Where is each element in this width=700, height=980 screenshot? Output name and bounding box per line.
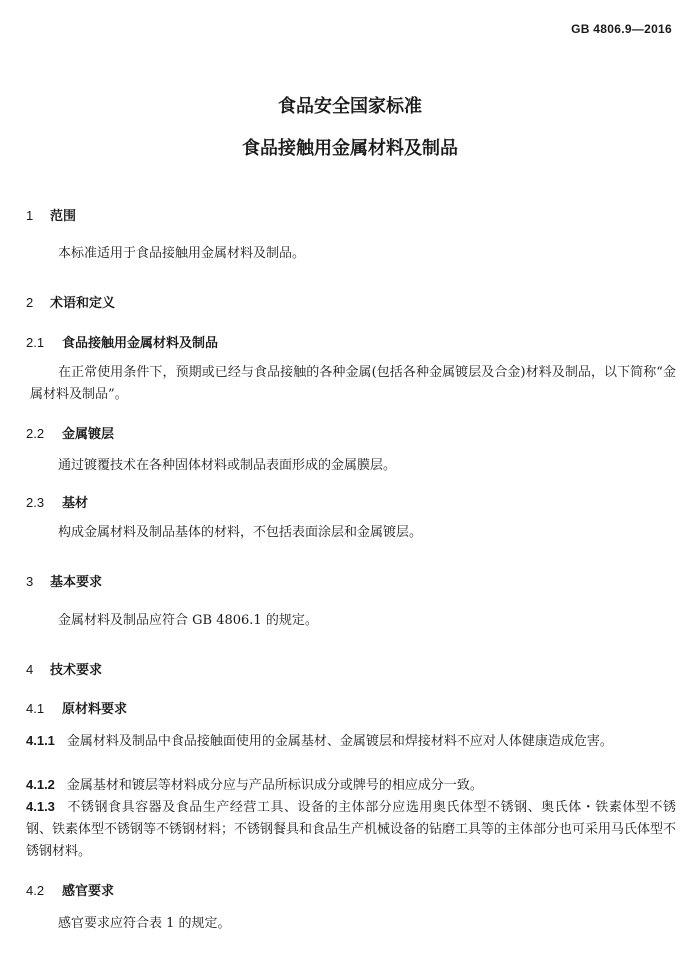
document-subtitle: 食品接触用金属材料及制品	[242, 138, 458, 159]
section-number: 3	[26, 574, 34, 589]
clause-text: 金属材料及制品中食品接触面使用的金属基材、金属镀层和焊接材料不应对人体健康造成危害。	[66, 734, 613, 749]
clause-4-1-3	[26, 796, 676, 863]
section-2-3-text: 构成金属材料及制品基体的材料，不包括表面涂层和金属镀层。	[58, 525, 423, 540]
section-1-text: 本标准适用于食品接触用金属材料及制品。	[58, 246, 306, 261]
section-number: 2.2	[26, 426, 45, 441]
clause-number: 4.1.3	[26, 799, 55, 814]
section-title: 基材	[62, 496, 89, 511]
section-title: 范围	[50, 209, 77, 224]
section-4-1-heading	[26, 698, 127, 717]
section-title: 感官要求	[62, 884, 115, 899]
standard-code: GB 4806.9—2016	[571, 22, 672, 36]
section-2-1-text: 在正常使用条件下，预期或已经与食品接触的各种金属(包括各种金属镀层及合金)材料及制品，以下简称“金属材料及制品”。	[30, 365, 676, 402]
section-number: 2.1	[26, 335, 45, 350]
section-4-2-text: 感官要求应符合表 1 的规定。	[58, 916, 231, 931]
clause-4-1-1	[26, 730, 676, 753]
clause-4-1-2	[26, 774, 676, 797]
section-2-heading	[26, 292, 115, 311]
section-title: 金属镀层	[62, 427, 115, 442]
section-number: 4.1	[26, 701, 45, 716]
section-title: 原材料要求	[62, 702, 128, 717]
section-number: 2	[26, 295, 34, 310]
document-title: 食品安全国家标准	[278, 96, 422, 117]
section-2-1-heading	[26, 332, 218, 351]
section-2-2-heading	[26, 423, 114, 442]
section-title: 基本要求	[50, 575, 103, 590]
section-3-heading	[26, 571, 102, 590]
section-1-heading	[26, 205, 76, 224]
section-number: 1	[26, 208, 34, 223]
section-number: 4.2	[26, 883, 45, 898]
section-number: 4	[26, 662, 34, 677]
section-number: 2.3	[26, 495, 45, 510]
section-2-2-text: 通过镀覆技术在各种固体材料或制品表面形成的金属膜层。	[58, 458, 397, 473]
section-title: 食品接触用金属材料及制品	[62, 336, 219, 351]
clause-text: 不锈钢食具容器及食品生产经营工具、设备的主体部分应选用奥氏体型不锈钢、奥氏体・铁素体型不锈钢、铁素体型不锈钢等不锈钢材料；不锈钢餐具和食品生产机械设备的钻磨工具等的主体部分也可采用马氏体型不锈钢材料。	[26, 800, 677, 859]
section-4-2-heading	[26, 880, 114, 899]
section-title: 技术要求	[50, 663, 103, 678]
section-4-heading	[26, 659, 102, 678]
clause-number: 4.1.2	[26, 777, 55, 792]
section-3-text: 金属材料及制品应符合 GB 4806.1 的规定。	[58, 613, 318, 628]
clause-number: 4.1.1	[26, 733, 55, 748]
clause-text: 金属基材和镀层等材料成分应与产品所标识成分或牌号的相应成分一致。	[66, 778, 483, 793]
section-2-3-heading	[26, 492, 88, 511]
section-title: 术语和定义	[50, 296, 116, 311]
